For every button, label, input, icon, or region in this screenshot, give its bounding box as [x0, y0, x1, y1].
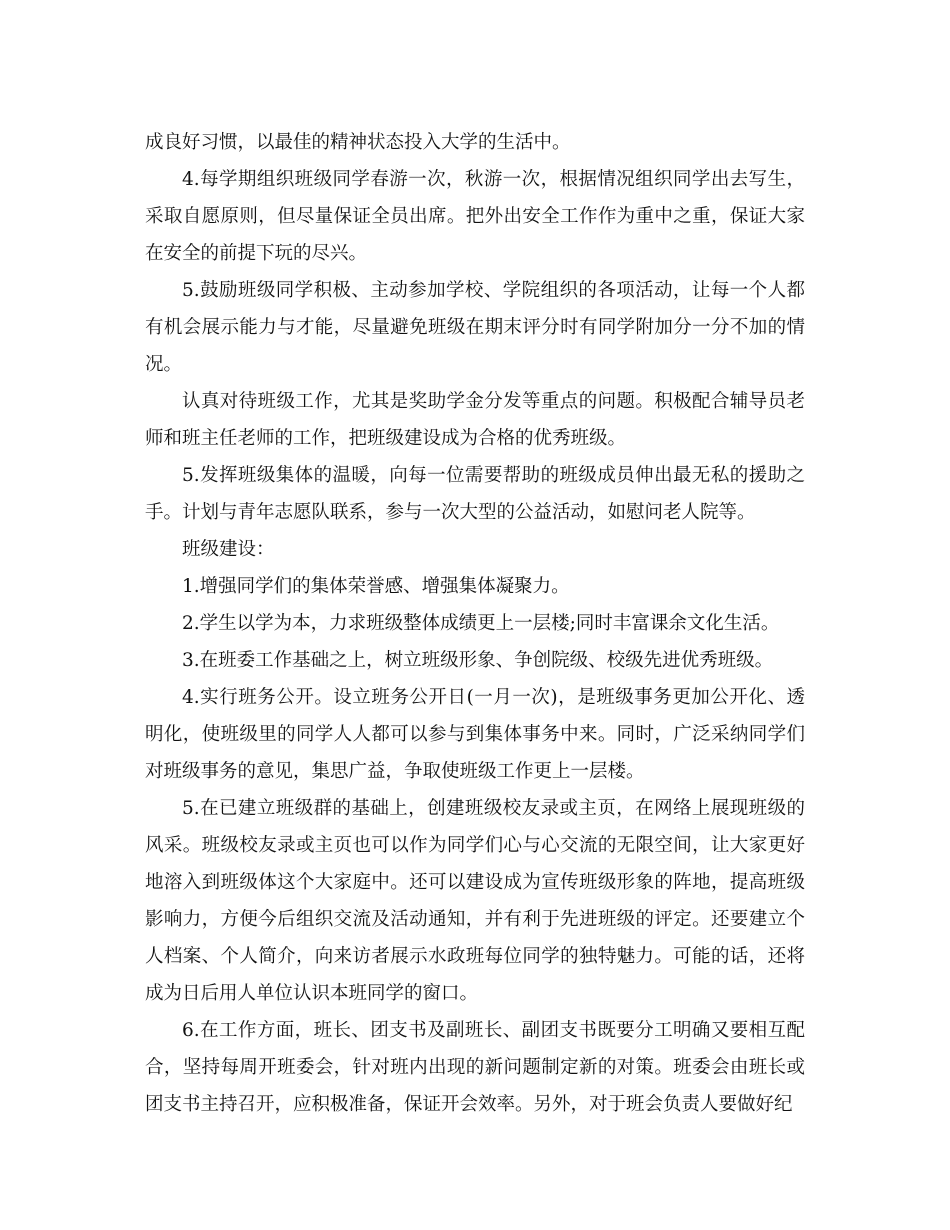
paragraph-1: 成良好习惯，以最佳的精神状态投入大学的生活中。: [145, 132, 571, 153]
list-item-1: 1.增强同学们的集体荣誉感、增强集体凝聚力。: [182, 576, 570, 597]
list-item-3: 3.在班委工作基础之上，树立班级形象、争创院级、校级先进优秀班级。: [182, 650, 774, 671]
list-item-5: 5.在已建立班级群的基础上，创建班级校友录或主页，在网络上展现班级的风采。班级校友录或主页也可以作为同学们心与心交流的无限空间，让大家更好地溶入到班级体这个大家庭中。还可以建设成为宣传班级形象的阵地，提高班级影响力，方便今后组织交流及活动通知，并有利于先进班级的评定。还要建立个人档案、个人简介，向来访者展示水政班每位同学的独特魅力。可能的话，还将成为日后用人单位认识本班同学的窗口。: [145, 798, 805, 1004]
document-page: [145, 124, 805, 1123]
paragraph-3: 5.鼓励班级同学积极、主动参加学校、学院组织的各项活动，让每一个人都有机会展示能力与才能，尽量避免班级在期末评分时有同学附加分一分不加的情况。: [145, 280, 805, 375]
paragraph-5: 5.发挥班级集体的温暖，向每一位需要帮助的班级成员伸出最无私的援助之手。计划与青年志愿队联系，参与一次大型的公益活动，如慰问老人院等。: [145, 465, 805, 523]
section-heading-class-building: 班级建设：: [182, 539, 275, 560]
paragraph-2: 4.每学期组织班级同学春游一次，秋游一次，根据情况组织同学出去写生，采取自愿原则，但尽量保证全员出席。把外出安全工作作为重中之重，保证大家在安全的前提下玩的尽兴。: [145, 169, 805, 264]
list-item-6: 6.在工作方面，班长、团支书及副班长、副团支书既要分工明确又要相互配合，坚持每周开班委会，针对班内出现的新问题制定新的对策。班委会由班长或团支书主持召开，应积极准备，保证开会效率。另外，对于班会负责人要做好纪: [145, 1020, 805, 1115]
paragraph-4: 认真对待班级工作，尤其是奖助学金分发等重点的问题。积极配合辅导员老师和班主任老师的工作，把班级建设成为合格的优秀班级。: [145, 391, 805, 449]
list-item-4: 4.实行班务公开。设立班务公开日(一月一次)，是班级事务更加公开化、透明化，使班级里的同学人人都可以参与到集体事务中来。同时，广泛采纳同学们对班级事务的意见，集思广益，争取使班级工作更上一层楼。: [145, 687, 805, 782]
list-item-2: 2.学生以学为本，力求班级整体成绩更上一层楼;同时丰富课余文化生活。: [182, 613, 780, 634]
